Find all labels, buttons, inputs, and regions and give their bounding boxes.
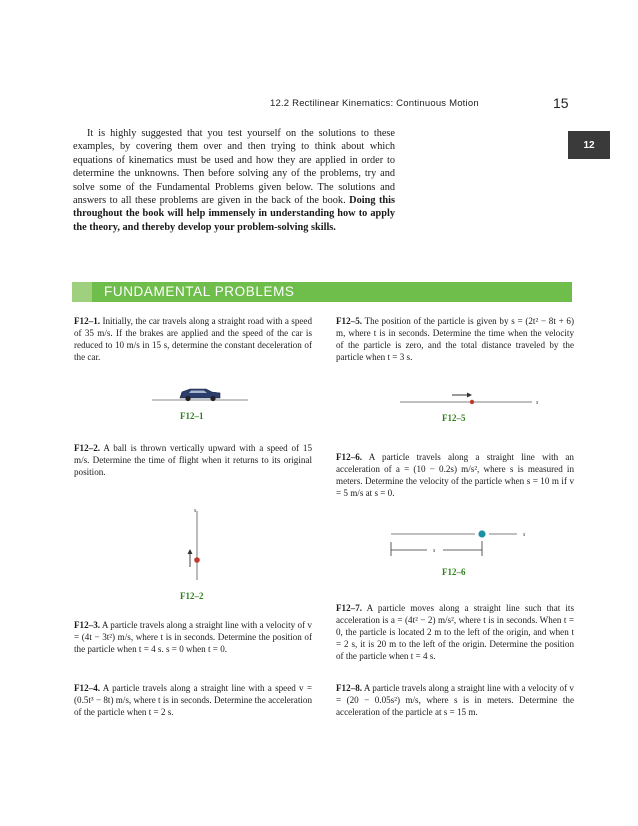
car-icon [180, 389, 220, 401]
particle-figure-f12-5 [400, 388, 550, 408]
problem-id: F12–2. [74, 443, 101, 453]
ball-figure [180, 505, 210, 585]
chapter-tab: 12 [568, 131, 610, 159]
problem-f12-7 [336, 603, 574, 663]
figure-label-f12-2: F12–2 [180, 591, 204, 601]
problem-f12-5 [336, 316, 574, 364]
problem-id: F12–8. [336, 683, 363, 693]
problem-f12-3 [74, 620, 312, 656]
problem-text: A particle moves along a straight line such that its acceleration is a = (4t² − 2) m/s², where t is in seconds. When t = 0, the particle is located 2 m to the left of the origin, and when t = 2 s, it is 20 m to the left of the origin. Determine the position of the particle when t = 4 s. [336, 603, 574, 661]
arrow-head-icon [467, 393, 472, 398]
axis-label-s: s [194, 508, 197, 514]
section-title: FUNDAMENTAL PROBLEMS [104, 284, 295, 299]
problem-f12-6 [336, 452, 574, 500]
problem-text: The position of the particle is given by s = (2t² − 8t + 6) m, where t is in seconds. Determine the time when the velocity of the particle is zero, and the total distance traveled by the particle when t = 3 s. [336, 316, 575, 362]
problem-text: Initially, the car travels along a straight road with a speed of 35 m/s. If the brakes are applied and the speed of the car is reduced to 10 m/s in 15 s, determine the constant deceleration of the car. [74, 316, 312, 362]
figure-label-f12-6: F12–6 [442, 567, 466, 577]
problem-f12-2 [74, 443, 312, 479]
figure-label-f12-1: F12–1 [180, 411, 204, 421]
particle-icon [470, 400, 474, 404]
problem-f12-8 [336, 683, 574, 719]
problem-f12-1 [74, 316, 312, 364]
axis-label-s: s [523, 532, 526, 538]
intro-text: It is highly suggested that you test yourself on the solutions to these examples, by covering them over and then trying to think about which equations of kinematics must be used and how they are applied in order to determine the unknowns. Then before solving any of the problems, try and solve some of the Fundamental Problems given below. The solutions and answers to all these problems are given in the back of the book. [73, 128, 395, 207]
intro-bold-text: Doing this throughout the book will help immensely in understanding how to apply the theory, and thereby develop your problem-solving skills. [73, 195, 396, 233]
problem-text: A particle travels along a straight line with a speed v = (0.5t³ − 8t) m/s, where t is in seconds. Determine the acceleration of the particle when t = 2 s. [74, 683, 312, 717]
arrow-head-icon [188, 549, 193, 554]
problem-f12-4 [74, 683, 312, 719]
figure-label-f12-5: F12–5 [442, 413, 466, 423]
dimension-label-s: s [433, 548, 436, 554]
problem-id: F12–5. [336, 316, 363, 326]
problem-id: F12–1. [74, 316, 101, 326]
ball-icon [194, 557, 200, 563]
problem-id: F12–3. [74, 620, 101, 630]
problem-text: A ball is thrown vertically upward with a speed of 15 m/s. Determine the time of flight when it returns to its original position. [74, 443, 312, 477]
axis-label-s: s [536, 400, 539, 406]
particle-figure-f12-6 [385, 524, 550, 560]
page-number: 15 [553, 95, 569, 111]
running-head: 12.2 Rectilinear Kinematics: Continuous Motion [270, 98, 479, 109]
particle-icon [478, 530, 485, 537]
section-bar-accent [72, 282, 92, 302]
problem-text: A particle travels along a straight line with a velocity of v = (20 − 0.05s²) m/s, where s is in meters. Determine the acceleration of the particle at s = 15 m. [336, 683, 574, 717]
intro-paragraph [73, 127, 395, 234]
problem-text: A particle travels along a straight line with an acceleration of a = (10 − 0.2s) m/s², where s is measured in meters. Determine the velocity of the particle when s = 10 m if v = 5 m/s at s = 0. [336, 452, 574, 498]
problem-id: F12–4. [74, 683, 101, 693]
problem-text: A particle travels along a straight line with a velocity of v = (4t − 3t²) m/s, where t is in seconds. Determine the position of the particle when t = 4 s. s = 0 when t = 0. [74, 620, 312, 654]
car-figure [150, 380, 250, 406]
problem-id: F12–7. [336, 603, 363, 613]
problem-id: F12–6. [336, 452, 363, 462]
